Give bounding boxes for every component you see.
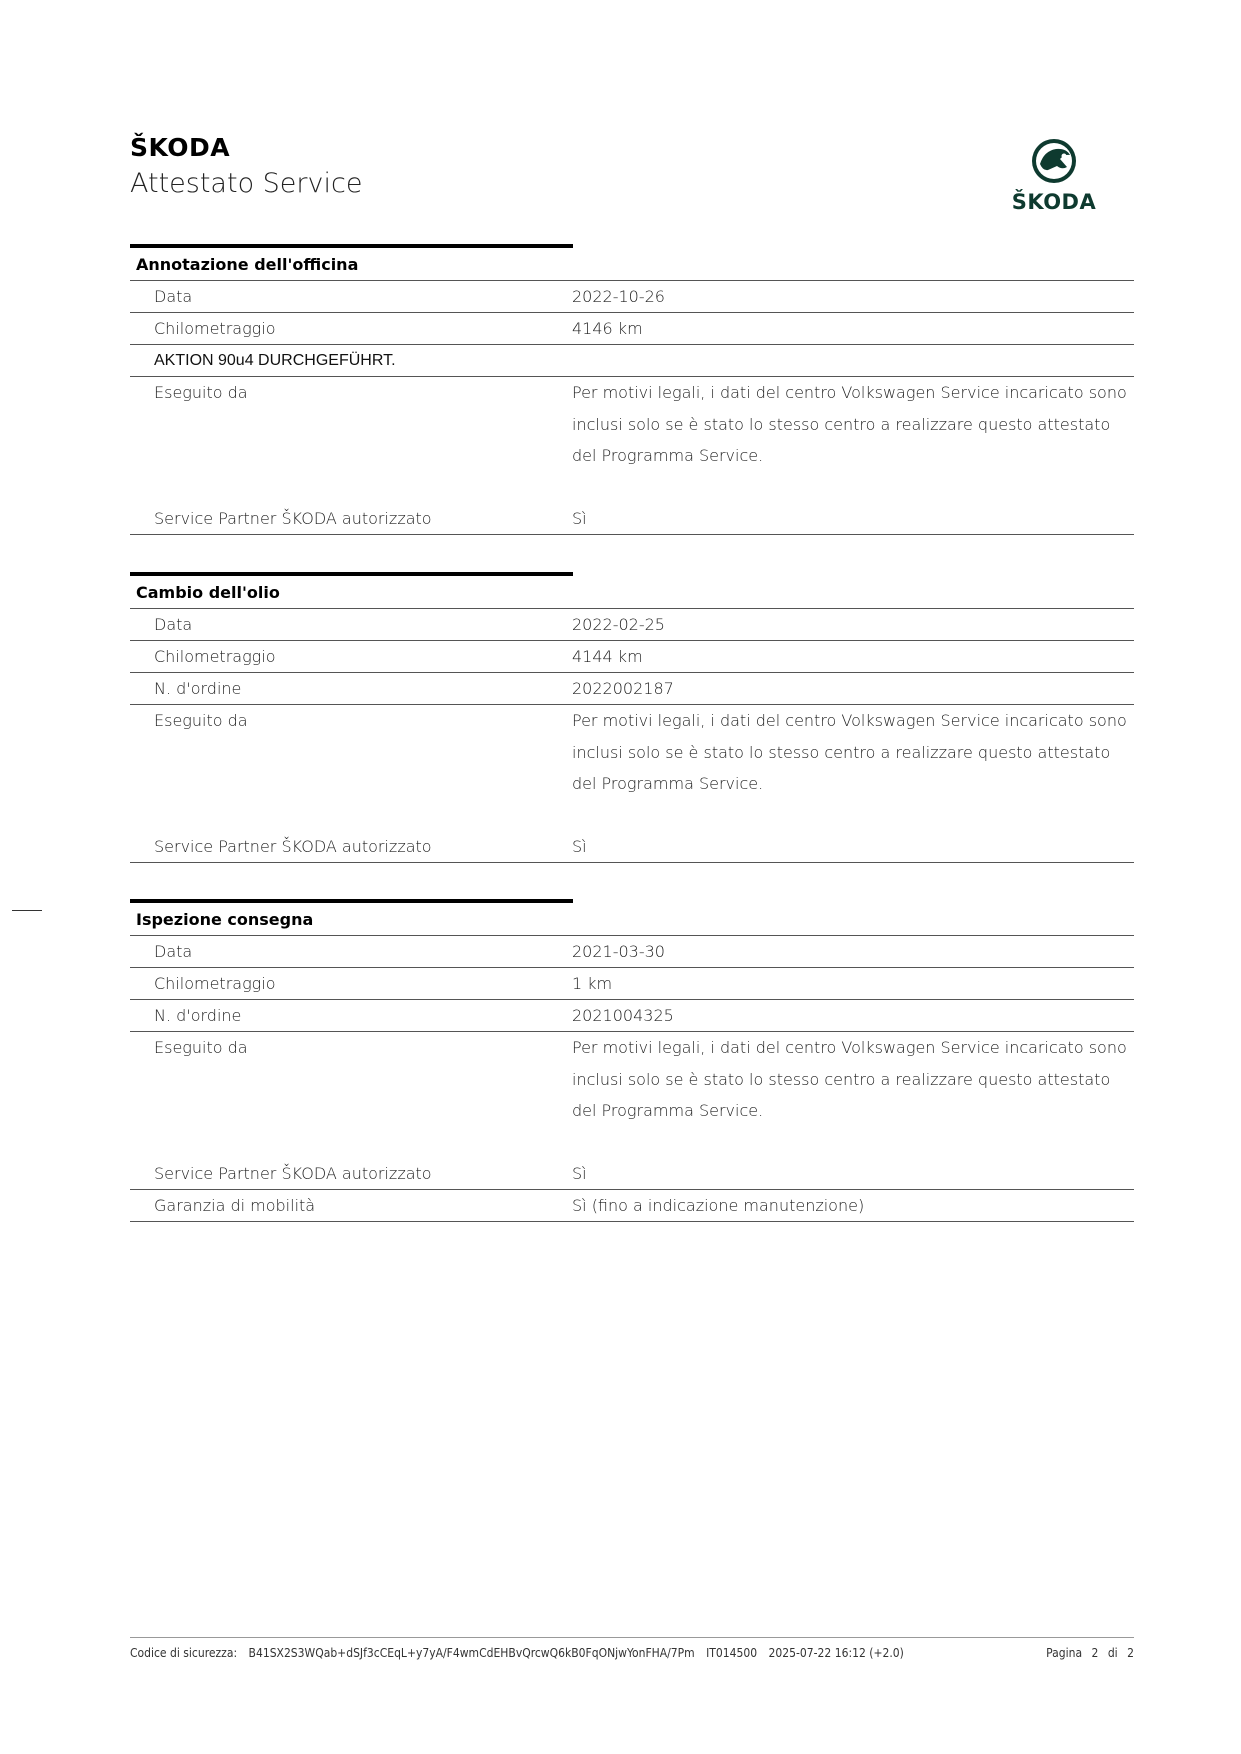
table-row bbox=[130, 344, 1134, 376]
table-row bbox=[130, 704, 1134, 831]
table-row bbox=[130, 1031, 1134, 1158]
row-label: Data bbox=[154, 615, 193, 634]
table-row bbox=[130, 1158, 1134, 1189]
row-value: 4144 km bbox=[572, 647, 643, 666]
table-row bbox=[130, 672, 1134, 704]
table-row bbox=[130, 831, 1134, 863]
row-value: Per motivi legali, i dati del centro Volkswagen Service incaricato sono inclusi solo se è stato lo stesso centro a realizzare questo attestato del Programma Service. bbox=[572, 1038, 1127, 1120]
row-label: Service Partner ŠKODA autorizzato bbox=[154, 509, 432, 528]
page-label: Pagina bbox=[1046, 1646, 1083, 1660]
row-label: Eseguito da bbox=[154, 383, 248, 402]
row-value: 2021-03-30 bbox=[572, 942, 665, 961]
row-value: Per motivi legali, i dati del centro Volkswagen Service incaricato sono inclusi solo se è stato lo stesso centro a realizzare questo attestato del Programma Service. bbox=[572, 711, 1127, 793]
section-header bbox=[130, 899, 573, 935]
section-header bbox=[130, 572, 573, 608]
row-value: 2021004325 bbox=[572, 1006, 674, 1025]
row-value: Sì bbox=[572, 1164, 587, 1183]
table-row bbox=[130, 312, 1134, 344]
row-value: 2022002187 bbox=[572, 679, 674, 698]
dealer-code: IT014500 bbox=[706, 1646, 758, 1660]
table-row bbox=[130, 935, 1134, 967]
row-value: Sì bbox=[572, 509, 587, 528]
workshop-note-text: AKTION 90u4 DURCHGEFÜHRT. bbox=[154, 352, 396, 369]
table-row bbox=[130, 608, 1134, 640]
security-code: B41SX2S3WQab+dSJf3cCEqL+y7yA/F4wmCdEHBvQrcwQ6kB0FqONjwYonFHA/7Pm bbox=[248, 1646, 695, 1660]
row-label: Eseguito da bbox=[154, 1038, 248, 1057]
row-label: N. d'ordine bbox=[154, 679, 242, 698]
row-value bbox=[572, 345, 1134, 376]
table-row bbox=[130, 280, 1134, 312]
row-label: N. d'ordine bbox=[154, 1006, 242, 1025]
row-label: Chilometraggio bbox=[154, 974, 276, 993]
row-value: 1 km bbox=[572, 974, 613, 993]
section-title: Cambio dell'olio bbox=[136, 583, 280, 602]
table-row bbox=[130, 503, 1134, 535]
section-oil-change bbox=[130, 572, 1134, 863]
table-row bbox=[130, 967, 1134, 999]
table-row bbox=[130, 376, 1134, 503]
page-current: 2 bbox=[1091, 1646, 1099, 1660]
page-title: Attestato Service bbox=[130, 168, 363, 199]
row-label: Garanzia di mobilità bbox=[154, 1196, 316, 1215]
section-delivery-inspection bbox=[130, 899, 1134, 1222]
row-value: Per motivi legali, i dati del centro Volkswagen Service incaricato sono inclusi solo se è stato lo stesso centro a realizzare questo attestato del Programma Service. bbox=[572, 383, 1127, 465]
section-header bbox=[130, 244, 573, 280]
row-label: Data bbox=[154, 942, 193, 961]
row-label: Chilometraggio bbox=[154, 647, 276, 666]
page-footer bbox=[130, 1637, 1134, 1660]
margin-mark bbox=[12, 910, 42, 911]
table-row bbox=[130, 640, 1134, 672]
section-title: Ispezione consegna bbox=[136, 910, 314, 929]
page-of: di bbox=[1107, 1646, 1118, 1660]
brand-name: ŠKODA bbox=[130, 133, 231, 162]
logo-wordmark: ŠKODA bbox=[1011, 190, 1097, 214]
security-code-label: Codice di sicurezza: bbox=[130, 1646, 238, 1660]
row-value: Sì bbox=[572, 837, 587, 856]
table-row bbox=[130, 999, 1134, 1031]
section-title: Annotazione dell'officina bbox=[136, 255, 359, 274]
section-workshop-note bbox=[130, 244, 1134, 535]
row-value: 2022-10-26 bbox=[572, 287, 665, 306]
page-total: 2 bbox=[1127, 1646, 1134, 1660]
row-label: Eseguito da bbox=[154, 711, 248, 730]
skoda-logo bbox=[996, 137, 1112, 217]
row-label: Service Partner ŠKODA autorizzato bbox=[154, 1164, 432, 1183]
row-value: Sì (fino a indicazione manutenzione) bbox=[572, 1196, 865, 1215]
row-value: 2022-02-25 bbox=[572, 615, 665, 634]
row-label: Chilometraggio bbox=[154, 319, 276, 338]
row-value: 4146 km bbox=[572, 319, 643, 338]
row-label: Service Partner ŠKODA autorizzato bbox=[154, 837, 432, 856]
timestamp: 2025-07-22 16:12 (+2.0) bbox=[768, 1646, 904, 1660]
row-label: Data bbox=[154, 287, 193, 306]
table-row bbox=[130, 1189, 1134, 1222]
